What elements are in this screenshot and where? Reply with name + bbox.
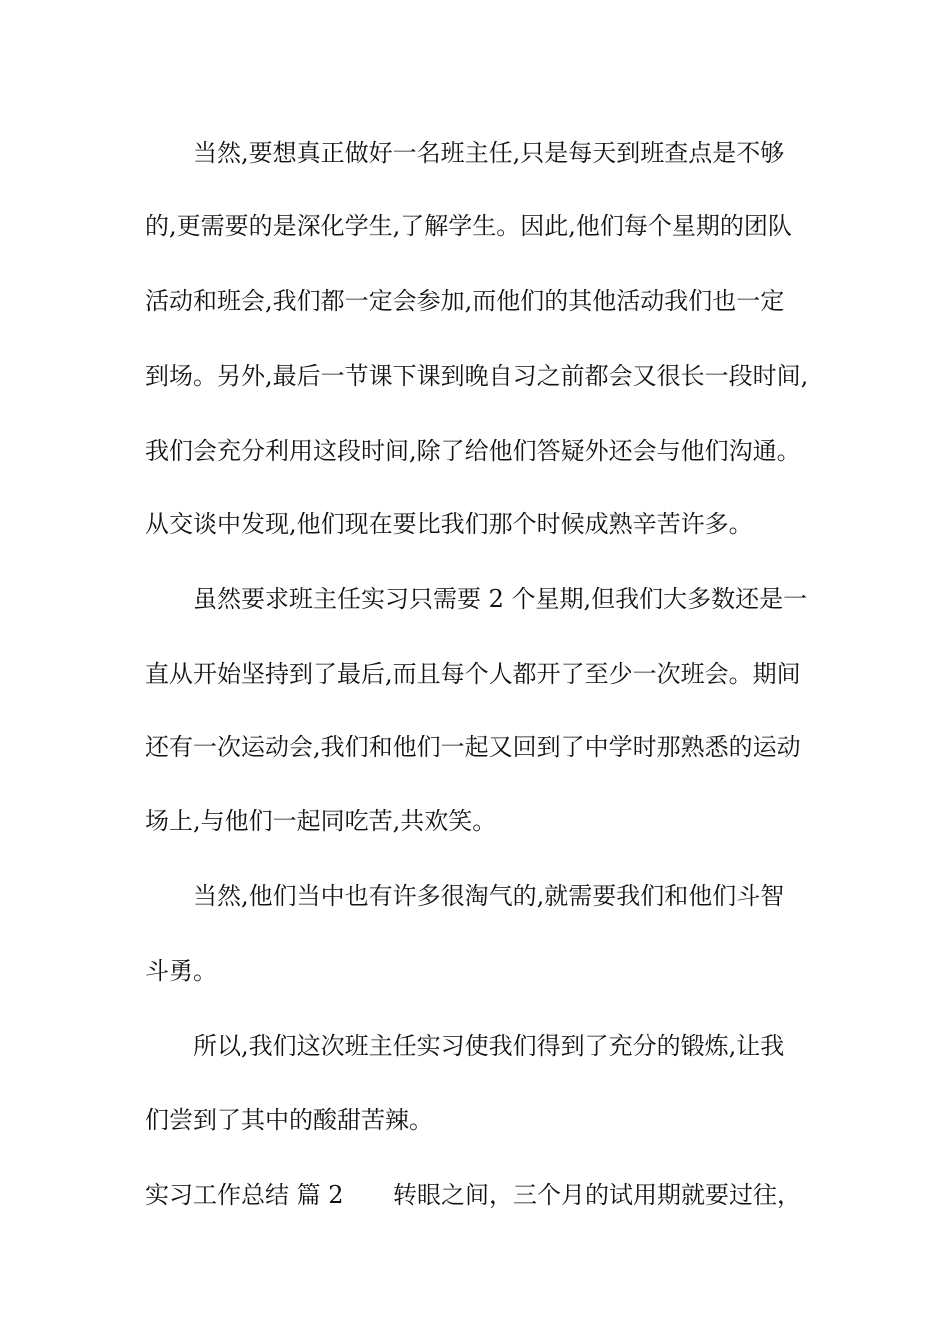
paragraph-3-line-1: 当然,他们当中也有许多很淘气的,就需要我们和他们斗智 [193, 882, 785, 910]
paragraph-1-line-3: 活动和班会,我们都一定会参加,而他们的其他活动我们也一定 [145, 287, 785, 315]
paragraph-4-line-2: 们尝到了其中的酸甜苦辣。 [145, 1106, 433, 1134]
section-2-first-line: 转眼之间，三个月的试用期就要过往， [393, 1181, 801, 1209]
paragraph-2-line-1: 虽然要求班主任实习只需要 2 个星期,但我们大多数还是一 [193, 585, 808, 613]
paragraph-1-line-6: 从交谈中发现,他们现在要比我们那个时候成熟辛苦许多。 [145, 510, 753, 538]
paragraph-2-line-3: 还有一次运动会,我们和他们一起又回到了中学时那熟悉的运动 [145, 733, 801, 761]
section-2-heading: 实习工作总结 篇 2 [145, 1181, 344, 1209]
paragraph-2-line-4: 场上,与他们一起同吃苦,共欢笑。 [145, 807, 497, 835]
paragraph-3-line-2: 斗勇。 [145, 957, 217, 985]
paragraph-1-line-2: 的,更需要的是深化学生,了解学生。因此,他们每个星期的团队 [145, 212, 792, 240]
paragraph-1-line-1: 当然,要想真正做好一名班主任,只是每天到班查点是不够 [193, 139, 785, 167]
paragraph-4-line-1: 所以,我们这次班主任实习使我们得到了充分的锻炼,让我 [193, 1032, 785, 1060]
paragraph-1-line-4: 到场。另外,最后一节课下课到晚自习之前都会又很长一段时间, [145, 362, 809, 390]
paragraph-2-line-2: 直从开始坚持到了最后,而且每个人都开了至少一次班会。期间 [145, 660, 801, 688]
paragraph-1-line-5: 我们会充分利用这段时间,除了给他们答疑外还会与他们沟通。 [145, 437, 801, 465]
